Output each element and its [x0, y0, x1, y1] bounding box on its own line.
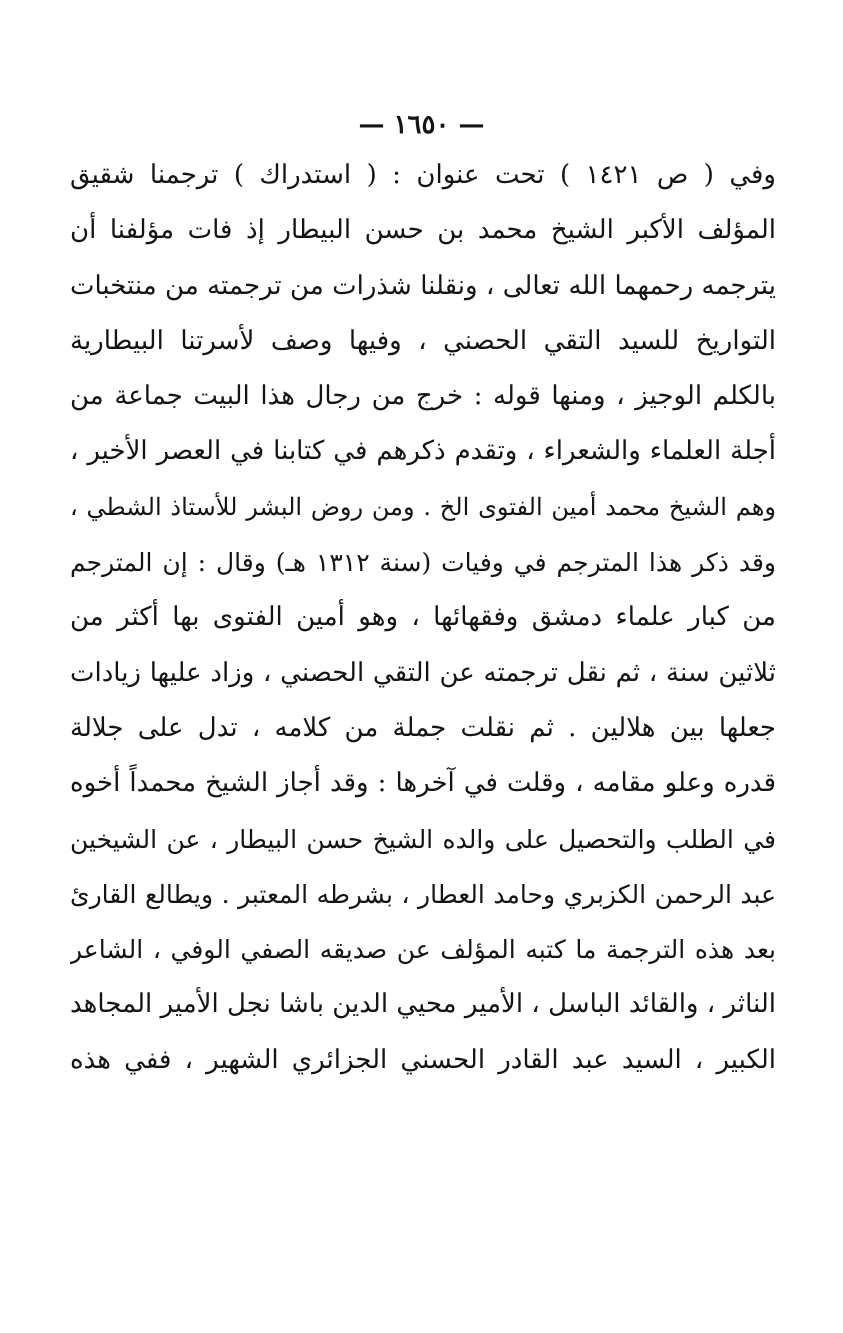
- text-line: ثلاثين سنة ، ثم نقل ترجمته عن التقي الحصني ، وزاد عليها زيادات: [70, 657, 776, 688]
- body-text: [70, 148, 776, 1088]
- text-line: الكبير ، السيد عبد القادر الحسني الجزائري الشهير ، ففي هذه: [70, 1044, 776, 1075]
- text-line: بعد هذه الترجمة ما كتبه المؤلف عن صديقه الصفي الوفي ، الشاعر: [70, 935, 776, 965]
- text-line: يترجمه رحمهما الله تعالى ، ونقلنا شذرات من ترجمته من منتخبات: [70, 270, 776, 301]
- text-line: قدره وعلو مقامه ، وقلت في آخرها : وقد أجاز الشيخ محمداً أخوه: [70, 768, 776, 799]
- text-line: في الطلب والتحصيل على والده الشيخ حسن البيطار ، عن الشيخين: [70, 824, 776, 854]
- text-line: أجلة العلماء والشعراء ، وتقدم ذكرهم في كتابنا في العصر الأخير ،: [70, 436, 776, 467]
- text-line: عبد الرحمن الكزبري وحامد العطار ، بشرطه المعتبر . ويطالع القارئ: [70, 879, 776, 909]
- text-line: جعلها بين هلالين . ثم نقلت جملة من كلامه ، تدل على جلالة: [70, 712, 776, 743]
- page-number: — ١٦٥٠ —: [358, 110, 485, 140]
- text-line: الناثر ، والقائد الباسل ، الأمير محيي الدين باشا نجل الأمير المجاهد: [70, 989, 776, 1020]
- text-line: وقد ذكر هذا المترجم في وفيات (سنة ١٣١٢ هـ) وقال : إن المترجم: [70, 548, 776, 578]
- text-line: المؤلف الأكبر الشيخ محمد بن حسن البيطار إذ فات مؤلفنا أن: [70, 215, 776, 246]
- text-line: وهم الشيخ محمد أمين الفتوى الخ . ومن روض البشر للأستاذ الشطي ،: [70, 492, 776, 521]
- text-line: من كبار علماء دمشق وفقهائها ، وهو أمين الفتوى بها أكثر من: [70, 602, 776, 633]
- text-line: وفي ( ص ١٤٢١ ) تحت عنوان : ( استدراك ) ترجمنا شقيق: [70, 160, 776, 190]
- text-line: التواريخ للسيد التقي الحصني ، وفيها وصف لأسرتنا البيطارية: [70, 325, 776, 356]
- text-line: بالكلم الوجيز ، ومنها قوله : خرج من رجال هذا البيت جماعة من: [70, 381, 776, 412]
